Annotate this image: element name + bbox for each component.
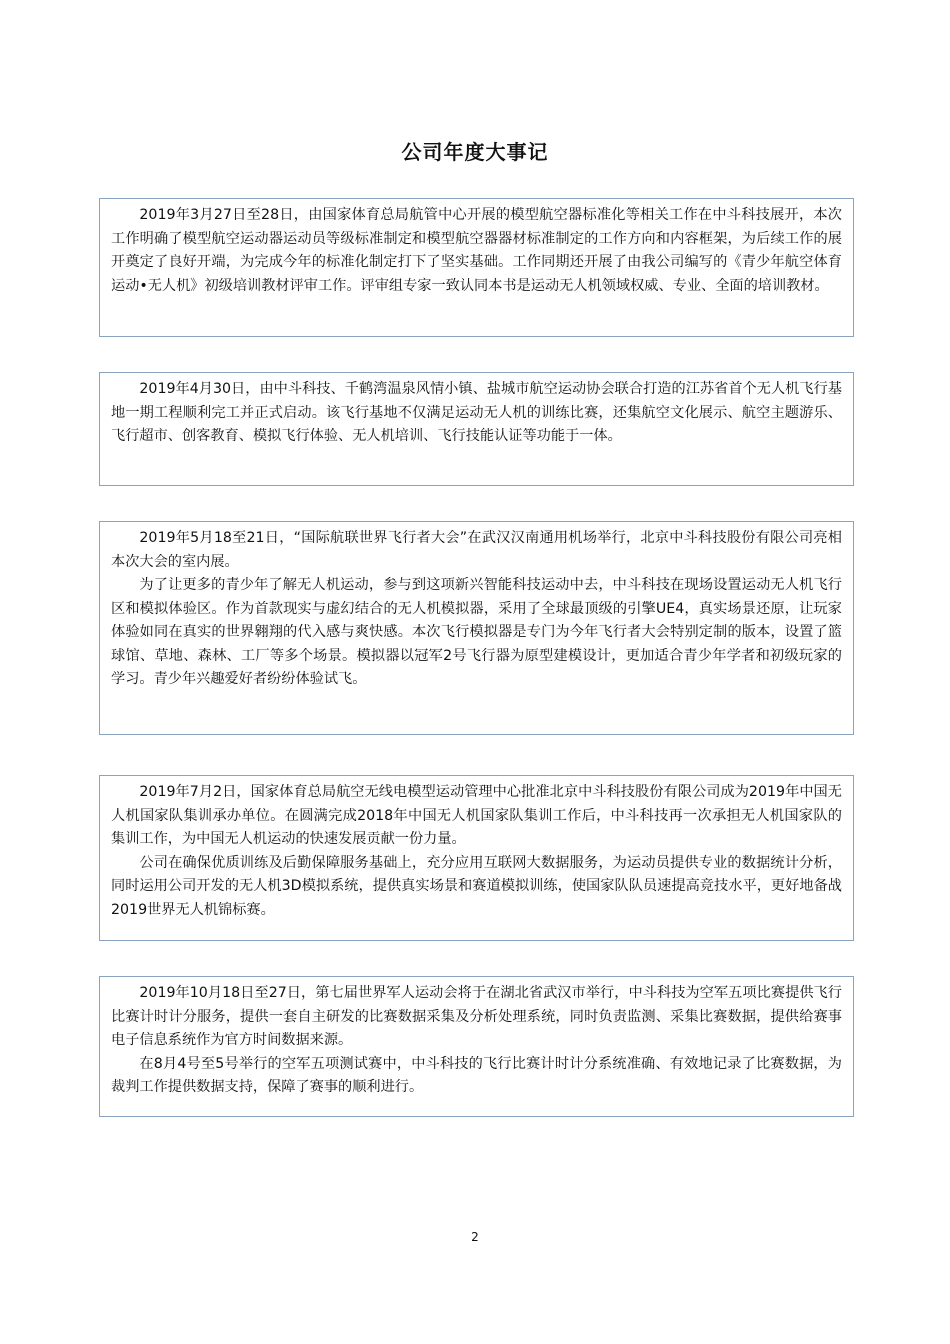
event-4-paragraph-2: 公司在确保优质训练及后勤保障服务基础上，充分应用互联网大数据服务，为运动员提供专业的数据统计分析，同时运用公司开发的无人机3D模拟系统，提供真实场景和赛道模拟训练，使国家队队员速提高竞技水平，更好地备战2019世界无人机锦标赛。 (111, 854, 842, 918)
event-5-paragraph-2: 在8月4号至5号举行的空军五项测试赛中，中斗科技的飞行比赛计时计分系统准确、有效地记录了比赛数据，为裁判工作提供数据支持，保障了赛事的顺利进行。 (111, 1055, 842, 1095)
event-box-5 (99, 976, 854, 1117)
event-box-4 (99, 775, 854, 941)
event-2-paragraph-1: 2019年4月30日，由中斗科技、千鹤湾温泉风情小镇、盐城市航空运动协会联合打造的江苏省首个无人机飞行基地一期工程顺利完工并正式启动。该飞行基地不仅满足运动无人机的训练比赛，还集航空文化展示、航空主题游乐、飞行超市、创客教育、模拟飞行体验、无人机培训、飞行技能认证等功能于一体。 (111, 381, 842, 444)
event-3-paragraph-1: 2019年5月18至21日，“国际航联世界飞行者大会”在武汉汉南通用机场举行，北京中斗科技股份有限公司亮相本次大会的室内展。 (111, 530, 842, 570)
event-4-paragraph-1: 2019年7月2日，国家体育总局航空无线电模型运动管理中心批准北京中斗科技股份有限公司成为2019年中国无人机国家队集训承办单位。在圆满完成2018年中国无人机国家队集训工作后，中斗科技再一次承担无人机国家队的集训工作，为中国无人机运动的快速发展贡献一份力量。 (111, 784, 842, 847)
event-box-2 (99, 372, 854, 486)
event-box-3 (99, 521, 854, 735)
page-number: 2 (471, 1230, 479, 1244)
page-title: 公司年度大事记 (401, 140, 549, 164)
event-box-1 (99, 198, 854, 337)
event-5-paragraph-1: 2019年10月18日至27日，第七届世界军人运动会将于在湖北省武汉市举行，中斗科技为空军五项比赛提供飞行比赛计时计分服务，提供一套自主研发的比赛数据采集及分析处理系统，同时负责监测、采集比赛数据，提供给赛事电子信息系统作为官方时间数据来源。 (111, 985, 842, 1048)
event-1-paragraph-1: 2019年3月27日至28日，由国家体育总局航管中心开展的模型航空器标准化等相关工作在中斗科技展开，本次工作明确了模型航空运动器运动员等级标准制定和模型航空器器材标准制定的工作方向和内容框架，为后续工作的展开奠定了良好开端，为完成今年的标准化制定打下了坚实基础。工作同期还开展了由我公司编写的《青少年航空体育运动•无人机》初级培训教材评审工作。评审组专家一致认同本书是运动无人机领域权威、专业、全面的培训教材。 (111, 207, 842, 294)
event-3-paragraph-2: 为了让更多的青少年了解无人机运动，参与到这项新兴智能科技运动中去，中斗科技在现场设置运动无人机飞行区和模拟体验区。作为首款现实与虚幻结合的无人机模拟器，采用了全球最顶级的引擎UE4，真实场景还原，让玩家体验如同在真实的世界翱翔的代入感与爽快感。本次飞行模拟器是专门为今年飞行者大会特别定制的版本，设置了篮球馆、草地、森林、工厂等多个场景。模拟器以冠军2号飞行器为原型建模设计，更加适合青少年学者和初级玩家的学习。青少年兴趣爱好者纷纷体验试飞。 (111, 577, 842, 687)
